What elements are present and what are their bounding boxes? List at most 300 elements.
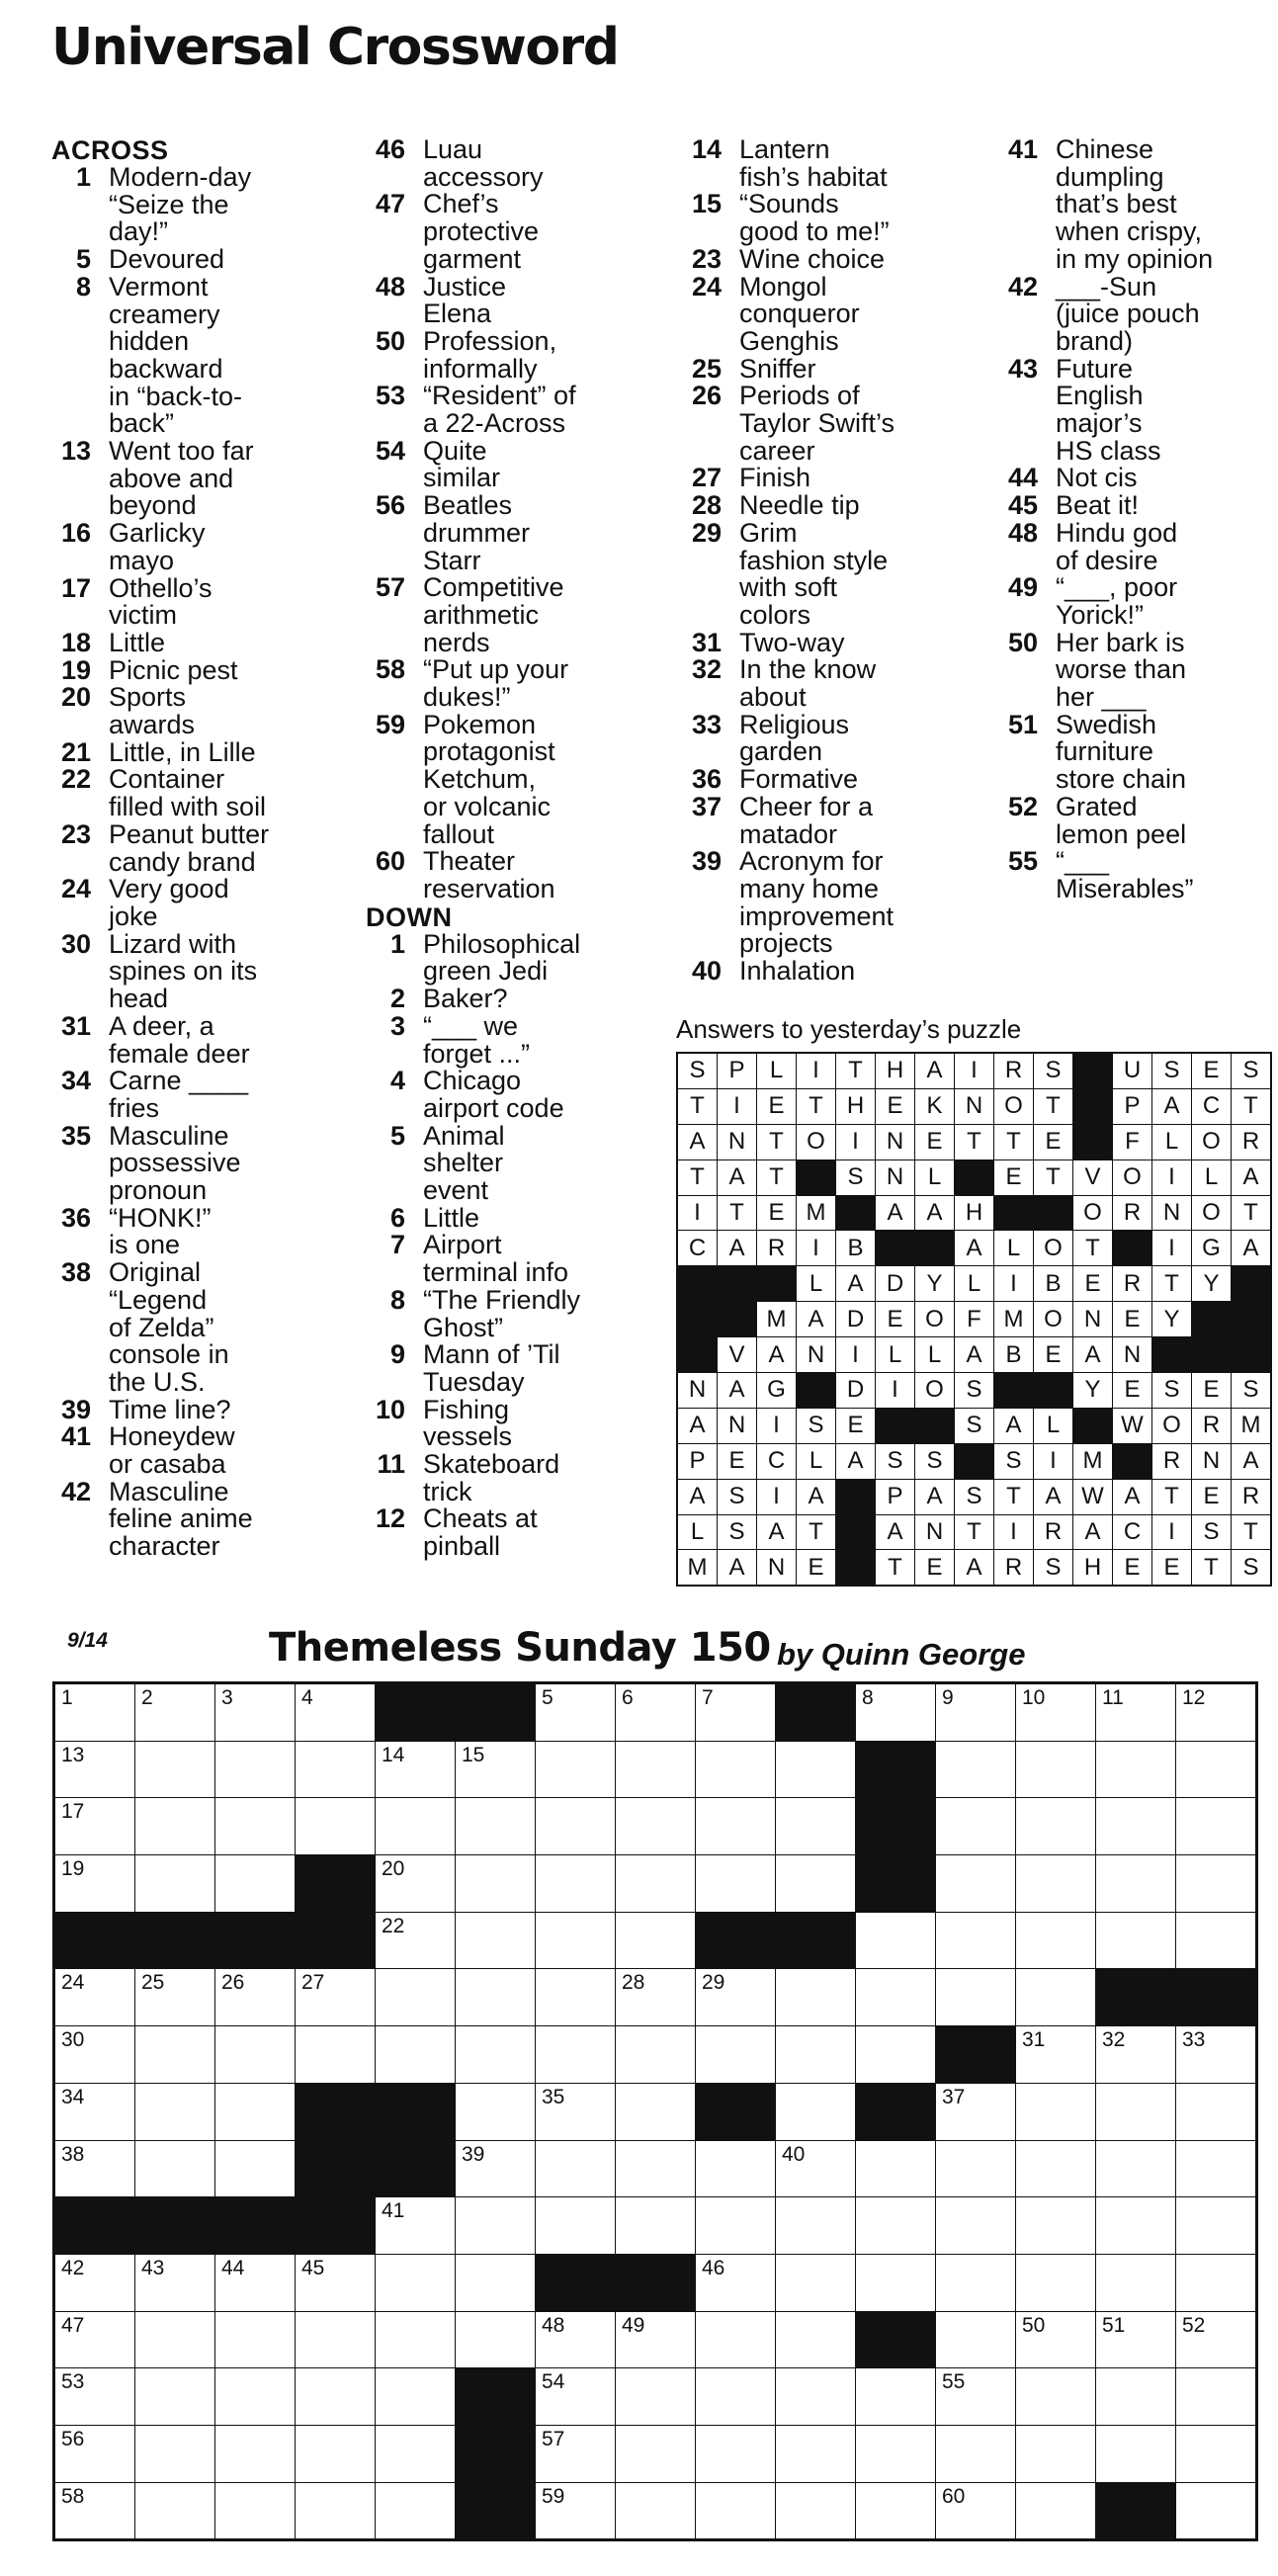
grid-cell[interactable] [135, 1969, 214, 2025]
grid-cell[interactable] [215, 2483, 295, 2539]
grid-cell[interactable] [456, 2197, 535, 2254]
clue-number: 15 [691, 189, 722, 219]
grid-cell[interactable] [1176, 2255, 1255, 2311]
grid-cell[interactable] [536, 2426, 615, 2482]
grid-cell[interactable] [776, 2368, 855, 2425]
grid-cell[interactable] [776, 1798, 855, 1854]
clue-text: Cheer for a matador [739, 791, 874, 849]
cell-number: 34 [61, 2085, 85, 2108]
grid-cell[interactable] [215, 2426, 295, 2482]
grid-cell[interactable] [55, 2255, 134, 2311]
clue-text: Beatles drummer Starr [423, 490, 531, 575]
grid-cell[interactable] [1176, 1684, 1255, 1741]
grid-cell[interactable] [376, 2312, 455, 2368]
grid-cell[interactable] [55, 2312, 134, 2368]
grid-cell[interactable] [1096, 2255, 1175, 2311]
grid-cell[interactable] [1096, 2312, 1175, 2368]
grid-cell[interactable] [616, 2426, 695, 2482]
grid-cell[interactable] [936, 2084, 1015, 2140]
answer-letter-cell: O [1073, 1196, 1112, 1231]
grid-cell[interactable] [1016, 1684, 1095, 1741]
clue-item [51, 876, 358, 930]
grid-cell[interactable] [536, 2197, 615, 2254]
grid-cell[interactable] [1016, 2141, 1095, 2197]
grid-cell[interactable] [936, 1969, 1015, 2025]
grid-cell[interactable] [1096, 2026, 1175, 2083]
grid-cell[interactable] [776, 2426, 855, 2482]
grid-cell[interactable] [456, 1742, 535, 1798]
grid-cell[interactable] [376, 1913, 455, 1969]
grid-cell[interactable] [1176, 2026, 1255, 2083]
grid-cell[interactable] [616, 2026, 695, 2083]
grid-cell[interactable] [856, 1969, 935, 2025]
clue-item [366, 848, 672, 902]
grid-cell[interactable] [55, 2483, 134, 2539]
grid-cell[interactable] [936, 2141, 1015, 2197]
grid-cell[interactable] [616, 1913, 695, 1969]
answer-letter-cell: A [1232, 1231, 1270, 1265]
grid-cell[interactable] [215, 1798, 295, 1854]
grid-cell[interactable] [696, 1742, 775, 1798]
grid-black-cell [55, 2197, 134, 2254]
grid-cell[interactable] [616, 2483, 695, 2539]
grid-cell[interactable] [215, 2368, 295, 2425]
grid-cell[interactable] [936, 1684, 1015, 1741]
grid-cell[interactable] [1176, 1798, 1255, 1854]
clue-number: 23 [60, 818, 91, 849]
clue-item [51, 627, 358, 657]
grid-cell[interactable] [135, 2084, 214, 2140]
grid-cell[interactable] [376, 1798, 455, 1854]
grid-black-cell [296, 2084, 375, 2140]
crossword-grid[interactable] [52, 1681, 1258, 2541]
clue-text: Competitive arithmetic nerds [423, 572, 564, 657]
grid-cell[interactable] [296, 2026, 375, 2083]
grid-cell[interactable] [456, 2312, 535, 2368]
grid-cell[interactable] [1176, 2197, 1255, 2254]
answer-black-cell [797, 1160, 835, 1195]
grid-cell[interactable] [376, 2026, 455, 2083]
grid-cell[interactable] [616, 2197, 695, 2254]
grid-cell[interactable] [936, 2197, 1015, 2254]
grid-cell[interactable] [55, 2368, 134, 2425]
clue-number: 41 [1007, 134, 1038, 164]
cell-number: 54 [542, 2370, 565, 2394]
answer-letter-cell: N [915, 1515, 954, 1550]
grid-cell[interactable] [936, 2426, 1015, 2482]
grid-cell[interactable] [1016, 1742, 1095, 1798]
clue-number: 8 [75, 271, 91, 301]
grid-cell[interactable] [1176, 2312, 1255, 2368]
across-heading: ACROSS [51, 135, 169, 165]
grid-cell[interactable] [696, 2255, 775, 2311]
grid-cell[interactable] [536, 2368, 615, 2425]
clue-text: “___, poor Yorick!” [1056, 572, 1178, 630]
grid-cell[interactable] [936, 2483, 1015, 2539]
cell-number: 5 [542, 1686, 554, 1709]
answer-letter-cell: T [1152, 1266, 1191, 1301]
grid-cell[interactable] [1176, 2368, 1255, 2425]
grid-cell[interactable] [135, 2312, 214, 2368]
answer-letter-cell: S [1152, 1054, 1191, 1088]
grid-cell[interactable] [1096, 1798, 1175, 1854]
clue-number: 36 [60, 1202, 91, 1233]
grid-cell[interactable] [1096, 2368, 1175, 2425]
grid-cell[interactable] [376, 2426, 455, 2482]
answer-letter-cell: R [1232, 1480, 1270, 1514]
clue-number: 59 [375, 709, 405, 739]
answer-letter-cell: E [1113, 1302, 1151, 1336]
grid-cell[interactable] [696, 1684, 775, 1741]
answer-letter-cell: I [1152, 1515, 1191, 1550]
grid-cell[interactable] [856, 2197, 935, 2254]
grid-cell[interactable] [296, 2312, 375, 2368]
grid-cell[interactable] [536, 2026, 615, 2083]
grid-cell[interactable] [936, 1742, 1015, 1798]
cell-number: 35 [542, 2085, 565, 2108]
grid-cell[interactable] [296, 2368, 375, 2425]
grid-cell[interactable] [456, 1969, 535, 2025]
grid-cell[interactable] [696, 2197, 775, 2254]
grid-cell[interactable] [776, 2312, 855, 2368]
grid-cell[interactable] [536, 1969, 615, 2025]
clue-number: 48 [1007, 517, 1038, 548]
clue-item [366, 1505, 672, 1560]
answer-letter-cell: H [836, 1089, 875, 1124]
grid-cell[interactable] [135, 2483, 214, 2539]
grid-cell[interactable] [936, 1798, 1015, 1854]
grid-cell[interactable] [135, 1684, 214, 1741]
answer-letter-cell: G [757, 1373, 796, 1408]
grid-cell[interactable] [616, 2368, 695, 2425]
grid-cell[interactable] [536, 1798, 615, 1854]
grid-cell[interactable] [215, 2084, 295, 2140]
grid-cell[interactable] [856, 2026, 935, 2083]
answer-letter-cell: O [1192, 1125, 1231, 1159]
answer-letter-cell: I [1152, 1231, 1191, 1265]
answer-letter-cell: A [836, 1444, 875, 1479]
grid-cell[interactable] [536, 2312, 615, 2368]
grid-cell[interactable] [456, 2026, 535, 2083]
cell-number: 40 [782, 2142, 806, 2166]
cell-number: 7 [702, 1686, 714, 1709]
grid-cell[interactable] [696, 2312, 775, 2368]
grid-cell[interactable] [696, 1855, 775, 1912]
grid-cell[interactable] [296, 2255, 375, 2311]
grid-cell[interactable] [936, 1913, 1015, 1969]
grid-cell[interactable] [936, 2312, 1015, 2368]
grid-black-cell [376, 2084, 455, 2140]
grid-cell[interactable] [1176, 1913, 1255, 1969]
answer-letter-cell: S [1192, 1515, 1231, 1550]
grid-cell[interactable] [616, 2312, 695, 2368]
grid-cell[interactable] [1096, 1684, 1175, 1741]
grid-cell[interactable] [536, 1855, 615, 1912]
answer-letter-cell: I [955, 1054, 993, 1088]
clue-number: 39 [691, 846, 722, 877]
grid-cell[interactable] [55, 1798, 134, 1854]
grid-black-cell [296, 1913, 375, 1969]
clue-item [366, 1451, 672, 1505]
answer-letter-cell: T [678, 1160, 717, 1195]
grid-cell[interactable] [776, 2483, 855, 2539]
clue-number: 2 [389, 984, 405, 1014]
grid-cell[interactable] [776, 1969, 855, 2025]
answer-letter-cell: E [1192, 1480, 1231, 1514]
grid-cell[interactable] [776, 2084, 855, 2140]
grid-cell[interactable] [55, 1855, 134, 1912]
grid-cell[interactable] [1176, 2426, 1255, 2482]
grid-cell[interactable] [776, 1742, 855, 1798]
answer-letter-cell: R [994, 1550, 1033, 1585]
clue-item [366, 1010, 672, 1069]
grid-cell[interactable] [296, 1798, 375, 1854]
grid-cell[interactable] [776, 2197, 855, 2254]
grid-cell[interactable] [135, 2141, 214, 2197]
grid-cell[interactable] [1016, 2312, 1095, 2368]
grid-cell[interactable] [456, 1798, 535, 1854]
clue-item [51, 766, 358, 820]
clue-text: ___-Sun (juice pouch brand) [1056, 271, 1200, 356]
cell-number: 53 [61, 2370, 85, 2394]
grid-cell[interactable] [456, 2141, 535, 2197]
answer-letter-cell: L [955, 1266, 993, 1301]
grid-cell[interactable] [1096, 2084, 1175, 2140]
grid-cell[interactable] [376, 2483, 455, 2539]
grid-cell[interactable] [1176, 1742, 1255, 1798]
grid-cell[interactable] [536, 1913, 615, 1969]
grid-cell[interactable] [296, 2483, 375, 2539]
answer-letter-cell: E [1113, 1373, 1151, 1408]
clue-item [998, 465, 1278, 492]
grid-cell[interactable] [536, 1684, 615, 1741]
grid-cell[interactable] [1176, 2141, 1255, 2197]
answer-black-cell [1113, 1444, 1151, 1479]
grid-cell[interactable] [135, 2026, 214, 2083]
clue-number: 16 [60, 518, 91, 549]
grid-cell[interactable] [376, 1855, 455, 1912]
answer-letter-cell: S [718, 1515, 756, 1550]
answer-letter-cell: S [797, 1409, 835, 1443]
grid-cell[interactable] [1016, 2368, 1095, 2425]
cell-number: 57 [542, 2427, 565, 2450]
clue-item [366, 1068, 672, 1122]
grid-cell[interactable] [376, 1742, 455, 1798]
grid-cell[interactable] [215, 2141, 295, 2197]
grid-cell[interactable] [696, 1798, 775, 1854]
grid-cell[interactable] [135, 1742, 214, 1798]
clue-text: Cheats at pinball [423, 1503, 538, 1562]
clue-text: Formative [739, 764, 859, 795]
grid-cell[interactable] [776, 1855, 855, 1912]
clue-item [682, 517, 988, 630]
grid-cell[interactable] [1096, 2197, 1175, 2254]
grid-cell[interactable] [1096, 2426, 1175, 2482]
grid-cell[interactable] [1016, 2026, 1095, 2083]
grid-cell[interactable] [1016, 2197, 1095, 2254]
cell-number: 15 [462, 1743, 485, 1766]
grid-cell[interactable] [856, 1913, 935, 1969]
grid-cell[interactable] [1016, 1798, 1095, 1854]
grid-cell[interactable] [135, 2255, 214, 2311]
answer-letter-cell: N [797, 1337, 835, 1372]
grid-cell[interactable] [536, 1742, 615, 1798]
grid-black-cell [696, 1913, 775, 1969]
clue-text: Acronym for many home improvement projects [739, 846, 895, 959]
cell-number: 39 [462, 2142, 485, 2166]
grid-cell[interactable] [135, 2368, 214, 2425]
cell-number: 10 [1022, 1686, 1046, 1709]
answer-letter-cell: N [718, 1409, 756, 1443]
grid-cell[interactable] [1096, 2141, 1175, 2197]
grid-cell[interactable] [376, 2255, 455, 2311]
answer-letter-cell: R [994, 1054, 1033, 1088]
clue-number: 50 [375, 325, 405, 356]
grid-cell[interactable] [616, 1855, 695, 1912]
grid-cell[interactable] [215, 2255, 295, 2311]
answer-letter-cell: E [836, 1409, 875, 1443]
grid-cell[interactable] [215, 1742, 295, 1798]
grid-cell[interactable] [856, 2255, 935, 2311]
grid-cell[interactable] [55, 1742, 134, 1798]
grid-cell[interactable] [776, 2255, 855, 2311]
grid-cell[interactable] [1096, 1913, 1175, 1969]
grid-cell[interactable] [55, 1684, 134, 1741]
grid-cell[interactable] [215, 1855, 295, 1912]
grid-cell[interactable] [135, 1798, 214, 1854]
grid-cell[interactable] [456, 2084, 535, 2140]
grid-cell[interactable] [616, 1684, 695, 1741]
grid-cell[interactable] [696, 2483, 775, 2539]
grid-cell[interactable] [616, 2084, 695, 2140]
grid-cell[interactable] [1016, 1913, 1095, 1969]
answer-letter-cell: A [1034, 1480, 1072, 1514]
grid-cell[interactable] [215, 1969, 295, 2025]
grid-cell[interactable] [1176, 2483, 1255, 2539]
grid-cell[interactable] [936, 2255, 1015, 2311]
grid-cell[interactable] [616, 1742, 695, 1798]
grid-cell[interactable] [376, 2197, 455, 2254]
grid-cell[interactable] [135, 2426, 214, 2482]
grid-cell[interactable] [856, 2483, 935, 2539]
grid-cell[interactable] [1016, 1969, 1095, 2025]
grid-black-cell [215, 1913, 295, 1969]
grid-cell[interactable] [536, 2141, 615, 2197]
grid-cell[interactable] [776, 2141, 855, 2197]
answer-letter-cell: E [876, 1089, 914, 1124]
grid-cell[interactable] [296, 1684, 375, 1741]
grid-cell[interactable] [696, 2426, 775, 2482]
grid-cell[interactable] [1016, 2084, 1095, 2140]
grid-cell[interactable] [215, 1684, 295, 1741]
answer-letter-cell: A [678, 1125, 717, 1159]
grid-cell[interactable] [376, 2368, 455, 2425]
grid-cell[interactable] [616, 1969, 695, 2025]
clue-text: Vermont creamery hidden backward in “back-to- back” [109, 271, 243, 439]
grid-cell[interactable] [296, 1742, 375, 1798]
grid-cell[interactable] [215, 2312, 295, 2368]
grid-cell[interactable] [215, 2026, 295, 2083]
grid-cell[interactable] [696, 2026, 775, 2083]
clue-item [682, 492, 988, 520]
grid-cell[interactable] [55, 2426, 134, 2482]
grid-cell[interactable] [696, 1969, 775, 2025]
grid-cell[interactable] [135, 1855, 214, 1912]
grid-cell[interactable] [536, 2483, 615, 2539]
grid-cell[interactable] [1176, 1855, 1255, 1912]
clue-number: 1 [75, 162, 91, 192]
grid-cell[interactable] [456, 2255, 535, 2311]
grid-cell[interactable] [376, 1969, 455, 2025]
grid-cell[interactable] [1096, 1742, 1175, 1798]
grid-cell[interactable] [55, 1969, 134, 2025]
grid-cell[interactable] [696, 2141, 775, 2197]
clue-number: 9 [389, 1339, 405, 1370]
clue-item [366, 656, 672, 711]
grid-cell[interactable] [936, 1855, 1015, 1912]
clue-text: “HONK!” is one [109, 1202, 212, 1260]
grid-cell[interactable] [616, 2141, 695, 2197]
grid-cell[interactable] [1016, 2255, 1095, 2311]
grid-cell[interactable] [1096, 1855, 1175, 1912]
grid-cell[interactable] [1016, 2426, 1095, 2482]
clue-text: Lantern fish’s habitat [739, 134, 888, 192]
grid-cell[interactable] [856, 2426, 935, 2482]
grid-cell[interactable] [936, 2368, 1015, 2425]
grid-cell[interactable] [1016, 2483, 1095, 2539]
grid-cell[interactable] [1176, 2084, 1255, 2140]
answer-letter-cell: S [876, 1444, 914, 1479]
answer-black-cell [678, 1337, 717, 1372]
answer-letter-cell: T [1232, 1089, 1270, 1124]
grid-cell[interactable] [696, 2368, 775, 2425]
grid-cell[interactable] [1016, 1855, 1095, 1912]
grid-cell[interactable] [456, 1855, 535, 1912]
grid-cell[interactable] [296, 1969, 375, 2025]
clue-number: 29 [691, 517, 722, 548]
clue-number: 10 [375, 1394, 405, 1424]
grid-cell[interactable] [55, 2141, 134, 2197]
clue-item [366, 492, 672, 574]
grid-cell[interactable] [296, 2426, 375, 2482]
answer-letter-cell: M [797, 1196, 835, 1231]
clue-item [51, 736, 358, 767]
grid-cell[interactable] [55, 2084, 134, 2140]
clue-number: 18 [60, 627, 91, 657]
clue-number: 51 [1007, 709, 1038, 739]
answer-letter-cell: A [915, 1480, 954, 1514]
grid-cell[interactable] [55, 2026, 134, 2083]
grid-cell[interactable] [536, 2084, 615, 2140]
grid-cell[interactable] [456, 1913, 535, 1969]
grid-cell[interactable] [616, 1798, 695, 1854]
clue-number: 54 [375, 435, 405, 466]
answer-letter-cell: C [1192, 1089, 1231, 1124]
answer-letter-cell: T [1034, 1160, 1072, 1195]
clue-text: Original “Legend of Zelda” console in the U.S. [109, 1257, 229, 1397]
clue-text: Honeydew or casaba [109, 1421, 235, 1480]
cell-number: 6 [622, 1686, 634, 1709]
grid-cell[interactable] [776, 2026, 855, 2083]
answer-black-cell [955, 1160, 993, 1195]
grid-cell[interactable] [856, 2368, 935, 2425]
answer-letter-cell: A [915, 1196, 954, 1231]
answer-letter-cell: T [876, 1550, 914, 1585]
grid-cell[interactable] [856, 2141, 935, 2197]
answer-letter-cell: S [915, 1444, 954, 1479]
grid-cell[interactable] [856, 1684, 935, 1741]
answer-black-cell [757, 1266, 796, 1301]
